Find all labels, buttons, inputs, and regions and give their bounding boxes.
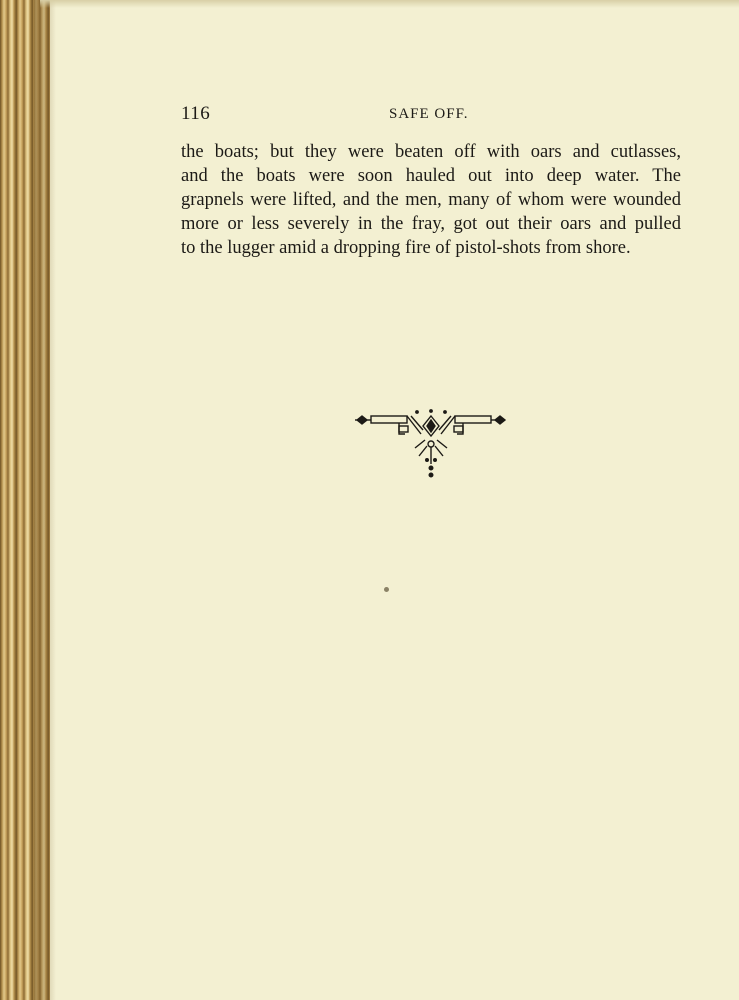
- body-paragraph: [181, 140, 681, 260]
- page-number: 116: [181, 103, 211, 124]
- text-line: more or less severely in the fray, got out their oars and pulled: [181, 214, 681, 234]
- text-line: the boats; but they were beaten off with oars and cutlasses,: [181, 142, 681, 162]
- top-edge-shadow: [40, 0, 739, 8]
- gutter-shadow: [34, 0, 56, 1000]
- running-title: SAFE OFF.: [389, 106, 469, 122]
- tailpiece-ornament-icon: [355, 408, 507, 480]
- paper-speck: [384, 587, 389, 592]
- text-line: and the boats were soon hauled out into deep water. The: [181, 166, 681, 186]
- text-line: to the lugger amid a dropping fire of pistol-shots from shore.: [181, 238, 631, 258]
- text-line: grapnels were lifted, and the men, many of whom were wounded: [181, 190, 681, 210]
